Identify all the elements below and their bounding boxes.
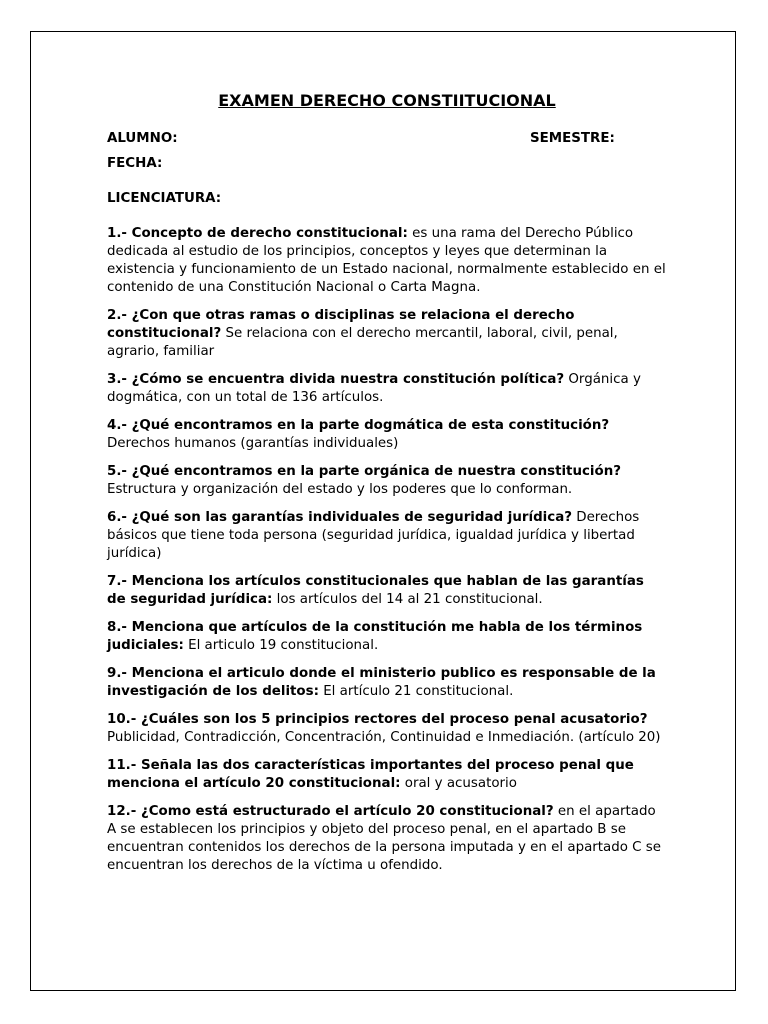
question-text: 4.- ¿Qué encontramos en la parte dogmática de esta constitución? (107, 418, 610, 433)
document-title: EXAMEN DERECHO CONSTIITUCIONAL (218, 91, 556, 110)
question-7 (107, 573, 667, 609)
question-text: 5.- ¿Qué encontramos en la parte orgánica de nuestra constitución? (107, 464, 622, 479)
question-11 (107, 757, 667, 793)
licenciatura-label: LICENCIATURA: (107, 191, 222, 206)
question-1 (107, 225, 667, 297)
question-text: 11.- Señala las dos características importantes del proceso penal que menciona el artículo 20 constitucional: (107, 758, 634, 791)
answer-text: Se relaciona con el derecho mercantil, laboral, civil, penal, agrario, familiar (107, 326, 618, 359)
question-9 (107, 665, 667, 701)
answer-text: Estructura y organización del estado y los poderes que lo conforman. (107, 482, 573, 497)
question-10 (107, 711, 667, 747)
semestre-label: SEMESTRE: (530, 131, 615, 146)
question-text: 7.- Menciona los artículos constitucionales que hablan de las garantías de seguridad jurídica: (107, 574, 644, 607)
question-text: 9.- Menciona el articulo donde el ministerio publico es responsable de la investigación de los delitos: (107, 666, 656, 699)
question-5 (107, 463, 667, 499)
alumno-semestre-row (107, 130, 667, 155)
question-text: 12.- ¿Como está estructurado el artículo 20 constitucional? (107, 804, 554, 819)
question-12 (107, 803, 667, 875)
question-4 (107, 417, 667, 453)
question-6 (107, 509, 667, 563)
question-2 (107, 307, 667, 361)
answer-text: en el apartado A se establecen los principios y objeto del proceso penal, en el apartado B se encuentran contenidos los derechos de la persona imputada y en el apartado C se encuentran los derechos de la víctima u ofendido. (107, 804, 662, 873)
answer-text: Derechos básicos que tiene toda persona (seguridad jurídica, igualdad jurídica y libertad jurídica) (107, 510, 640, 561)
answer-text: oral y acusatorio (400, 776, 517, 791)
question-8 (107, 619, 667, 655)
answer-text: El articulo 19 constitucional. (183, 638, 379, 653)
alumno-label: ALUMNO: (107, 131, 178, 146)
answer-text: los artículos del 14 al 21 constitucional. (272, 592, 543, 607)
question-text: 1.- Concepto de derecho constitucional: (107, 226, 408, 241)
question-text: 2.- ¿Con que otras ramas o disciplinas se relaciona el derecho constitucional? (107, 308, 575, 341)
question-text: 8.- Menciona que artículos de la constitución me habla de los términos judiciales: (107, 620, 643, 653)
fecha-label: FECHA: (107, 156, 163, 171)
answer-text: es una rama del Derecho Público dedicada al estudio de los principios, conceptos y leyes que determinan la existencia y funcionamiento de un Estado nacional, normalmente establecido en el contenido de una Constitución Nacional o Carta Magna. (107, 226, 666, 295)
question-3 (107, 371, 667, 407)
answer-text: El artículo 21 constitucional. (318, 684, 514, 699)
question-text: 3.- ¿Cómo se encuentra divida nuestra constitución política? (107, 372, 565, 387)
question-text: 10.- ¿Cuáles son los 5 principios rectores del proceso penal acusatorio? (107, 712, 648, 727)
document-content (107, 90, 667, 875)
answer-text: Publicidad, Contradicción, Concentración, Continuidad e Inmediación. (artículo 20) (107, 730, 661, 745)
answer-text: Orgánica y dogmática, con un total de 136 artículos. (107, 372, 641, 405)
question-text: 6.- ¿Qué son las garantías individuales de seguridad jurídica? (107, 510, 572, 525)
answer-text: Derechos humanos (garantías individuales) (107, 436, 399, 451)
